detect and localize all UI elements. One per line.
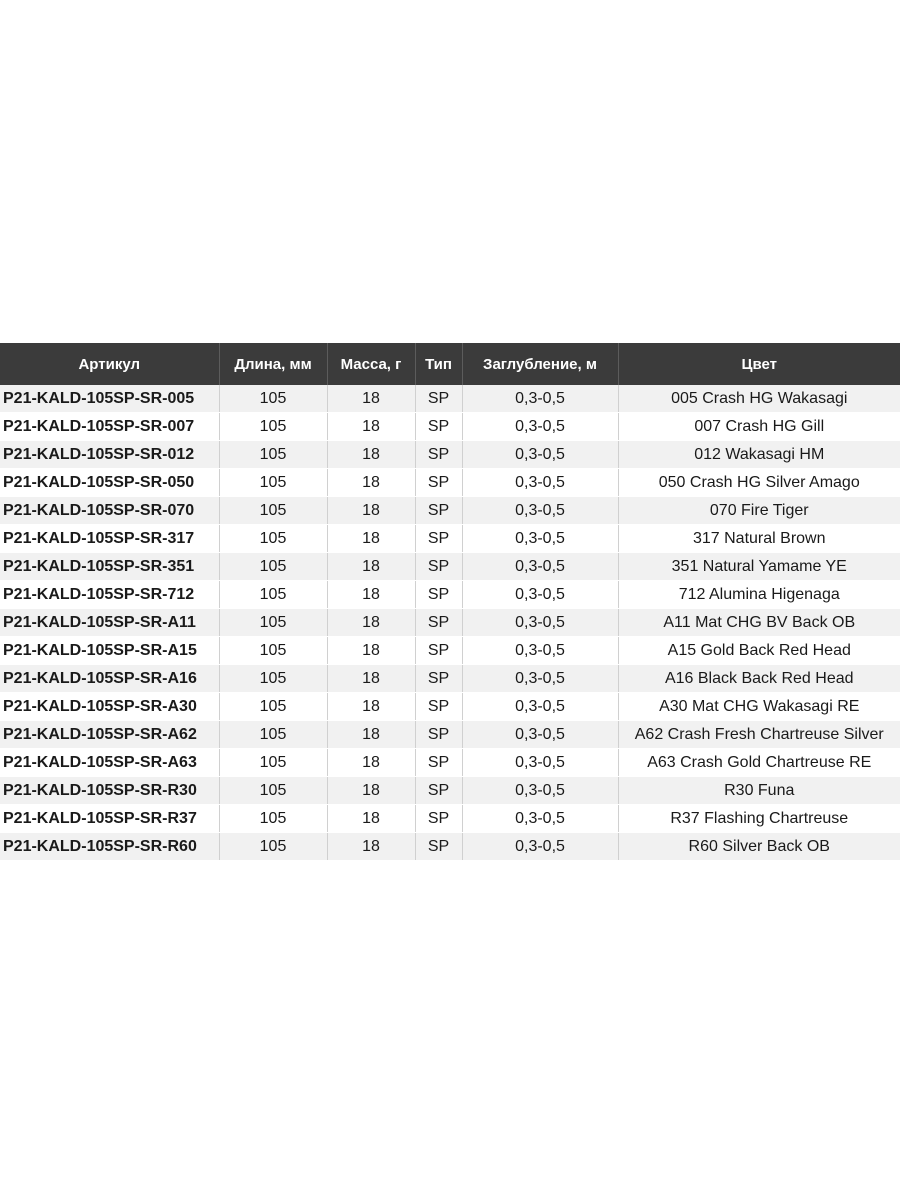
cell-type: SP — [415, 749, 462, 777]
cell-type: SP — [415, 805, 462, 833]
cell-sku: P21-KALD-105SP-SR-012 — [0, 441, 219, 469]
cell-mass: 18 — [327, 441, 415, 469]
cell-mass: 18 — [327, 637, 415, 665]
cell-color: A15 Gold Back Red Head — [618, 637, 900, 665]
table-row — [0, 497, 900, 525]
cell-length: 105 — [219, 413, 327, 441]
cell-type: SP — [415, 469, 462, 497]
cell-depth: 0,3-0,5 — [462, 693, 618, 721]
header-color: Цвет — [618, 343, 900, 385]
header-mass: Масса, г — [327, 343, 415, 385]
cell-depth: 0,3-0,5 — [462, 721, 618, 749]
header-length: Длина, мм — [219, 343, 327, 385]
cell-sku: P21-KALD-105SP-SR-A15 — [0, 637, 219, 665]
table-row — [0, 609, 900, 637]
cell-type: SP — [415, 833, 462, 861]
cell-length: 105 — [219, 805, 327, 833]
cell-sku: P21-KALD-105SP-SR-A16 — [0, 665, 219, 693]
cell-color: A16 Black Back Red Head — [618, 665, 900, 693]
header-sku: Артикул — [0, 343, 219, 385]
header-row — [0, 343, 900, 385]
table-row — [0, 469, 900, 497]
cell-color: R30 Funa — [618, 777, 900, 805]
cell-color: 351 Natural Yamame YE — [618, 553, 900, 581]
cell-sku: P21-KALD-105SP-SR-712 — [0, 581, 219, 609]
cell-color: 070 Fire Tiger — [618, 497, 900, 525]
table-header — [0, 343, 900, 385]
header-depth: Заглубление, м — [462, 343, 618, 385]
table-body — [0, 385, 900, 861]
cell-depth: 0,3-0,5 — [462, 581, 618, 609]
cell-color: A63 Crash Gold Chartreuse RE — [618, 749, 900, 777]
cell-length: 105 — [219, 469, 327, 497]
table-row — [0, 805, 900, 833]
cell-depth: 0,3-0,5 — [462, 637, 618, 665]
cell-length: 105 — [219, 777, 327, 805]
cell-color: 712 Alumina Higenaga — [618, 581, 900, 609]
cell-type: SP — [415, 609, 462, 637]
cell-depth: 0,3-0,5 — [462, 385, 618, 413]
cell-mass: 18 — [327, 413, 415, 441]
cell-sku: P21-KALD-105SP-SR-R60 — [0, 833, 219, 861]
table-row — [0, 385, 900, 413]
cell-color: A11 Mat CHG BV Back OB — [618, 609, 900, 637]
cell-color: 005 Crash HG Wakasagi — [618, 385, 900, 413]
cell-depth: 0,3-0,5 — [462, 525, 618, 553]
cell-color: 012 Wakasagi HM — [618, 441, 900, 469]
cell-length: 105 — [219, 385, 327, 413]
cell-length: 105 — [219, 525, 327, 553]
cell-sku: P21-KALD-105SP-SR-A11 — [0, 609, 219, 637]
table-row — [0, 665, 900, 693]
cell-mass: 18 — [327, 385, 415, 413]
cell-length: 105 — [219, 833, 327, 861]
cell-mass: 18 — [327, 553, 415, 581]
cell-mass: 18 — [327, 525, 415, 553]
cell-sku: P21-KALD-105SP-SR-070 — [0, 497, 219, 525]
cell-length: 105 — [219, 637, 327, 665]
cell-length: 105 — [219, 721, 327, 749]
cell-sku: P21-KALD-105SP-SR-R30 — [0, 777, 219, 805]
cell-depth: 0,3-0,5 — [462, 441, 618, 469]
cell-mass: 18 — [327, 749, 415, 777]
cell-mass: 18 — [327, 469, 415, 497]
cell-sku: P21-KALD-105SP-SR-317 — [0, 525, 219, 553]
table-row — [0, 693, 900, 721]
table-row — [0, 553, 900, 581]
cell-length: 105 — [219, 665, 327, 693]
cell-depth: 0,3-0,5 — [462, 749, 618, 777]
cell-type: SP — [415, 721, 462, 749]
header-type: Тип — [415, 343, 462, 385]
cell-type: SP — [415, 385, 462, 413]
cell-depth: 0,3-0,5 — [462, 553, 618, 581]
cell-sku: P21-KALD-105SP-SR-351 — [0, 553, 219, 581]
cell-color: R37 Flashing Chartreuse — [618, 805, 900, 833]
cell-sku: P21-KALD-105SP-SR-050 — [0, 469, 219, 497]
table-row — [0, 413, 900, 441]
cell-color: 007 Crash HG Gill — [618, 413, 900, 441]
cell-length: 105 — [219, 441, 327, 469]
cell-length: 105 — [219, 693, 327, 721]
table-row — [0, 749, 900, 777]
table-row — [0, 441, 900, 469]
cell-sku: P21-KALD-105SP-SR-A30 — [0, 693, 219, 721]
cell-color: 050 Crash HG Silver Amago — [618, 469, 900, 497]
cell-depth: 0,3-0,5 — [462, 805, 618, 833]
table-row — [0, 581, 900, 609]
cell-color: A62 Crash Fresh Chartreuse Silver — [618, 721, 900, 749]
cell-color: R60 Silver Back OB — [618, 833, 900, 861]
cell-type: SP — [415, 581, 462, 609]
cell-length: 105 — [219, 749, 327, 777]
cell-mass: 18 — [327, 581, 415, 609]
cell-length: 105 — [219, 581, 327, 609]
cell-type: SP — [415, 525, 462, 553]
cell-type: SP — [415, 441, 462, 469]
cell-depth: 0,3-0,5 — [462, 609, 618, 637]
cell-type: SP — [415, 637, 462, 665]
table-row — [0, 525, 900, 553]
cell-sku: P21-KALD-105SP-SR-007 — [0, 413, 219, 441]
cell-depth: 0,3-0,5 — [462, 833, 618, 861]
cell-color: A30 Mat CHG Wakasagi RE — [618, 693, 900, 721]
cell-type: SP — [415, 665, 462, 693]
cell-mass: 18 — [327, 777, 415, 805]
table-row — [0, 777, 900, 805]
cell-depth: 0,3-0,5 — [462, 665, 618, 693]
cell-length: 105 — [219, 553, 327, 581]
cell-mass: 18 — [327, 609, 415, 637]
table-row — [0, 721, 900, 749]
cell-type: SP — [415, 497, 462, 525]
cell-length: 105 — [219, 609, 327, 637]
cell-length: 105 — [219, 497, 327, 525]
cell-type: SP — [415, 413, 462, 441]
cell-mass: 18 — [327, 833, 415, 861]
table-row — [0, 833, 900, 861]
spec-table — [0, 343, 900, 861]
cell-color: 317 Natural Brown — [618, 525, 900, 553]
cell-depth: 0,3-0,5 — [462, 469, 618, 497]
cell-depth: 0,3-0,5 — [462, 413, 618, 441]
cell-mass: 18 — [327, 805, 415, 833]
cell-sku: P21-KALD-105SP-SR-A62 — [0, 721, 219, 749]
cell-type: SP — [415, 693, 462, 721]
cell-depth: 0,3-0,5 — [462, 497, 618, 525]
cell-mass: 18 — [327, 721, 415, 749]
cell-sku: P21-KALD-105SP-SR-A63 — [0, 749, 219, 777]
cell-mass: 18 — [327, 693, 415, 721]
table-row — [0, 637, 900, 665]
cell-mass: 18 — [327, 497, 415, 525]
cell-sku: P21-KALD-105SP-SR-005 — [0, 385, 219, 413]
cell-sku: P21-KALD-105SP-SR-R37 — [0, 805, 219, 833]
cell-type: SP — [415, 777, 462, 805]
cell-type: SP — [415, 553, 462, 581]
cell-depth: 0,3-0,5 — [462, 777, 618, 805]
cell-mass: 18 — [327, 665, 415, 693]
